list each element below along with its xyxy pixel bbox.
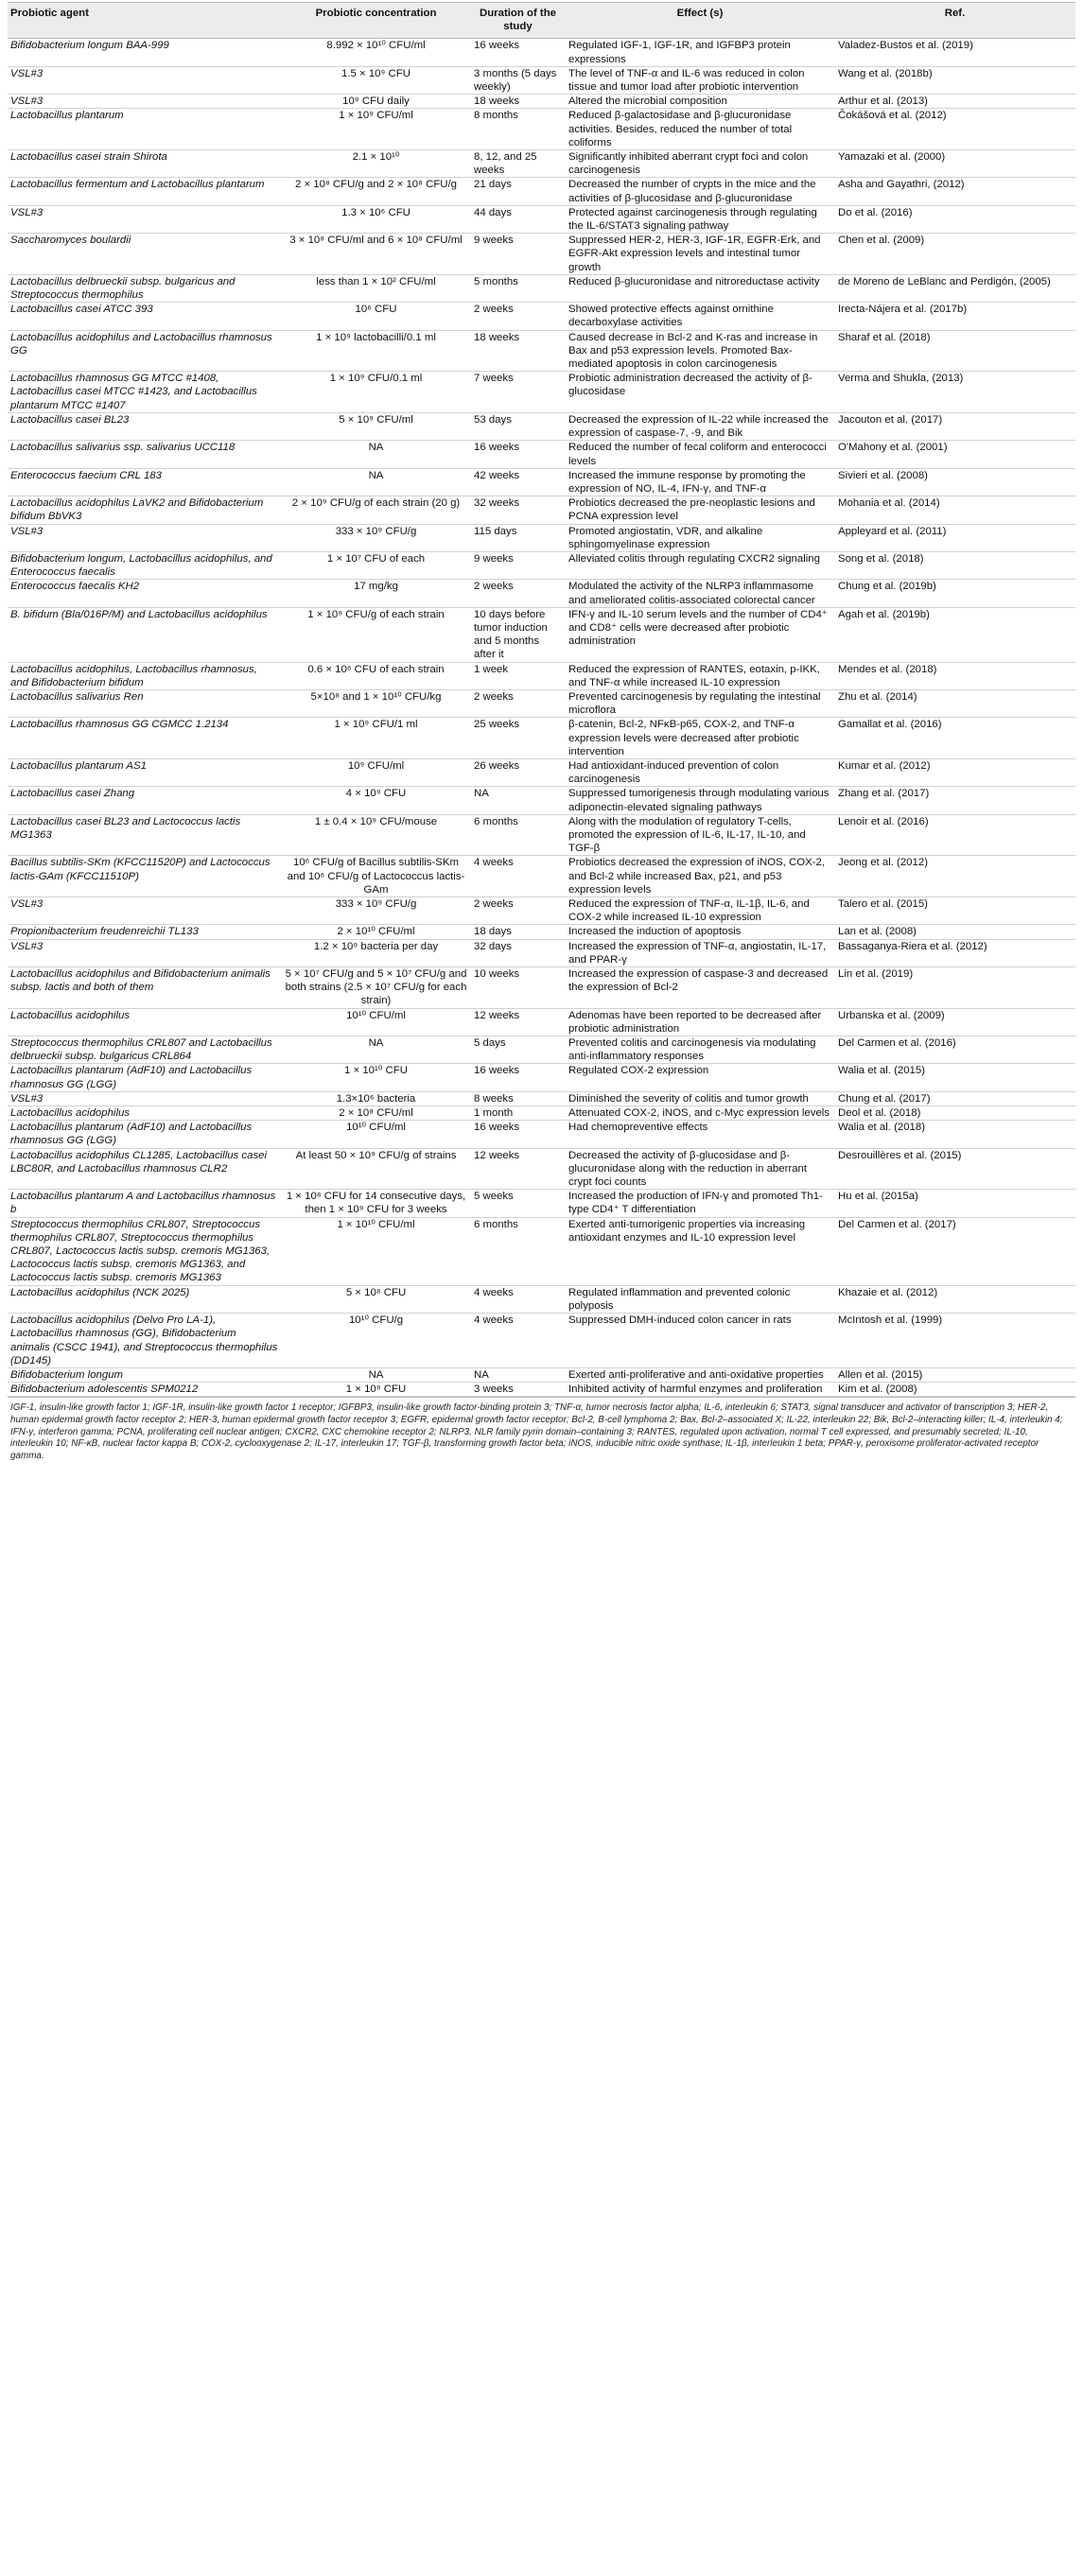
table-row — [8, 1217, 1075, 1285]
cell-ref: Sharaf et al. (2018) — [838, 331, 931, 343]
cell-effect: Reduced the number of fecal coliform and enterococci levels — [568, 442, 827, 467]
cell-ref: Wang et al. (2018b) — [838, 67, 933, 79]
cell-agent: Lactobacillus acidophilus and Bifidobacterium animalis subsp. lactis and both of them — [10, 968, 271, 994]
cell-concentration: 4 × 10⁹ CFU — [345, 788, 407, 800]
cell-effect: Diminished the severity of colitis and tumor growth — [568, 1092, 809, 1105]
cell-concentration: 8.992 × 10¹⁰ CFU/ml — [326, 40, 426, 52]
cell-agent: VSL#3 — [10, 1092, 44, 1105]
cell-ref: Walia et al. (2018) — [838, 1122, 926, 1134]
cell-effect: Reduced β-galactosidase and β-glucuronidase activities. Besides, reduced the number of total coliforms — [568, 110, 793, 148]
cell-effect: Significantly inhibited aberrant crypt foci and colon carcinogenesis — [568, 151, 809, 177]
cell-agent: Lactobacillus rhamnosus GG CGMCC 1.2134 — [10, 719, 229, 731]
cell-agent: Saccharomyces boulardii — [10, 235, 131, 247]
cell-agent: Enterococcus faecalis KH2 — [10, 581, 140, 593]
cell-duration: 42 weeks — [474, 469, 520, 481]
cell-concentration: 10¹⁰ CFU/ml — [346, 1009, 406, 1021]
cell-duration: 115 days — [474, 525, 517, 537]
table-footnote: IGF-1, insulin-like growth factor 1; IGF-1R, insulin-like growth factor 1 receptor; IGFBP3, insulin-like growth factor-binding protein 3; TNF-α, tumor necrosis factor alpha; IL-6, interleukin 6; STAT3, signal transducer and activator of transcription 3; HER-2, human epidermal growth factor receptor 2; HER-3, human epidermal growth factor receptor 3; EGFR, epidermal growth factor receptor; Bcl-2, B-cell lymphoma 2; Bax, Bcl-2–associated X; IL-22, interleukin 22; Bik, Bcl-2–interacting killer; IL-4, interleukin 4; IFN-γ, interferon gamma; PCNA, proliferating cell nuclear antigen; CXCR2, CXC chemokine receptor 2; NLRP3, NLR family pyrin domain–containing 3; RANTES, regulated upon activation, normal T cell expressed, and presumably secreted; IL-10, interleukin 10; NF-κB, nuclear factor kappa B; COX-2, cyclooxygenase 2; IL-17, interleukin 17; TGF-β, transforming growth factor beta; iNOS, inducible nitric oxide synthase; IL-1β, interleukin 1 beta; PPAR-γ, peroxisome proliferator-activated receptor gamma. — [8, 1397, 1075, 1462]
cell-duration: 21 days — [474, 179, 512, 191]
cell-duration: 10 weeks — [474, 968, 520, 981]
table-row — [8, 178, 1075, 205]
cell-duration: 2 weeks — [474, 581, 514, 593]
cell-concentration: NA — [368, 442, 384, 454]
cell-agent: Lactobacillus salivarius Ren — [10, 690, 144, 703]
cell-concentration: 5 × 10⁹ CFU/ml — [339, 413, 413, 426]
cell-ref: Allen et al. (2015) — [838, 1368, 923, 1381]
cell-concentration: 1.5 × 10⁹ CFU — [341, 67, 410, 79]
cell-effect: Reduced the expression of RANTES, eotaxin, p-IKK, and TNF-α while increased IL-10 expression — [568, 663, 820, 688]
table-row — [8, 607, 1075, 662]
cell-effect: Decreased the activity of β-glucosidase and β-glucuronidase along with the reduction in aberrant crypt foci counts — [568, 1149, 808, 1189]
cell-duration: 9 weeks — [474, 552, 514, 565]
cell-effect: Increased the immune response by promoting the expression of NO, IL-4, IFN-γ, and TNF-α — [568, 469, 806, 495]
cell-duration: 4 weeks — [474, 857, 514, 869]
cell-agent: Bifidobacterium longum, Lactobacillus acidophilus, and Enterococcus faecalis — [10, 552, 272, 579]
cell-concentration: 1 × 10⁸ CFU for 14 consecutive days, then 1 × 10⁹ CFU for 3 weeks — [286, 1191, 466, 1216]
cell-duration: 53 days — [474, 413, 512, 426]
cell-agent: B. bifidum (Bla/016P/M) and Lactobacillus acidophilus — [10, 608, 268, 620]
table-row — [8, 39, 1075, 66]
cell-concentration: 5×10⁸ and 1 × 10¹⁰ CFU/kg — [310, 690, 442, 703]
table-row — [8, 330, 1075, 372]
header-effect: Effect (s) — [676, 8, 724, 19]
table-row — [8, 1121, 1075, 1148]
cell-effect: Reduced the expression of TNF-α, IL-1β, IL-6, and COX-2 while increased IL-10 expression — [568, 898, 810, 924]
cell-effect: Reduced β-glucuronidase and nitroreductase activity — [568, 275, 820, 287]
cell-ref: Khazaie et al. (2012) — [838, 1286, 938, 1298]
cell-ref: Song et al. (2018) — [838, 552, 924, 565]
table-row — [8, 1314, 1075, 1368]
cell-agent: Lactobacillus acidophilus — [10, 1107, 131, 1120]
table-row — [8, 372, 1075, 413]
cell-duration: 16 weeks — [474, 442, 520, 454]
cell-agent: Lactobacillus casei Zhang — [10, 788, 135, 800]
cell-concentration: 1.2 × 10⁹ bacteria per day — [313, 940, 439, 952]
cell-ref: O'Mahony et al. (2001) — [838, 442, 948, 454]
cell-concentration: NA — [368, 469, 384, 481]
table-row — [8, 496, 1075, 524]
cell-agent: Enterococcus faecium CRL 183 — [10, 469, 162, 481]
cell-concentration: 2 × 10⁹ CFU/g of each strain (20 g) — [291, 497, 461, 510]
cell-ref: Asha and Gayathri, (2012) — [838, 179, 965, 191]
cell-ref: Chung et al. (2019b) — [838, 581, 936, 593]
cell-concentration: 10⁶ CFU — [355, 304, 397, 316]
cell-ref: Chen et al. (2009) — [838, 235, 925, 247]
table-row — [8, 150, 1075, 178]
cell-concentration: 1 × 10⁹ CFU/1 ml — [334, 719, 418, 731]
cell-effect: Regulated IGF-1, IGF-1R, and IGFBP3 protein expressions — [568, 40, 791, 65]
cell-ref: Jacouton et al. (2017) — [838, 413, 943, 426]
cell-duration: 3 months (5 days weekly) — [474, 67, 557, 94]
cell-duration: 26 weeks — [474, 759, 520, 772]
cell-duration: 1 month — [474, 1107, 514, 1120]
cell-effect: Decreased the expression of IL-22 while increased the expression of caspase-7, -9, and Bik — [568, 413, 829, 440]
cell-effect: Probiotics decreased the expression of iNOS, COX-2, and Bcl-2 while increased Bax, p21, and p53 expression levels — [568, 857, 825, 896]
table-row — [8, 814, 1075, 856]
cell-concentration: 0.6 × 10⁶ CFU of each strain — [307, 663, 445, 675]
cell-concentration: 2 × 10⁸ CFU/ml — [339, 1107, 413, 1120]
cell-effect: Promoted angiostatin, VDR, and alkaline sphingomyelinase expression — [568, 525, 763, 550]
cell-effect: Regulated COX-2 expression — [568, 1065, 709, 1077]
cell-duration: NA — [474, 1368, 489, 1381]
cell-ref: Lenoir et al. (2016) — [838, 815, 929, 827]
cell-effect: β-catenin, Bcl-2, NFκB-p65, COX-2, and TNF-α expression levels were decreased after probiotic intervention — [568, 719, 799, 757]
table-row — [8, 689, 1075, 717]
cell-ref: Arthur et al. (2013) — [838, 96, 928, 108]
probiotics-table — [8, 2, 1075, 1397]
cell-concentration: 2 × 10⁸ CFU/g and 2 × 10⁸ CFU/g — [294, 179, 458, 191]
cell-duration: 32 days — [474, 940, 512, 952]
cell-duration: 7 weeks — [474, 373, 514, 385]
cell-effect: Increased the expression of caspase-3 and decreased the expression of Bcl-2 — [568, 968, 829, 994]
table-row — [8, 856, 1075, 897]
cell-duration: 6 months — [474, 1218, 518, 1230]
cell-duration: 16 weeks — [474, 40, 520, 52]
table-row — [8, 109, 1075, 150]
table-row — [8, 234, 1075, 275]
cell-ref: Walia et al. (2015) — [838, 1065, 926, 1077]
cell-effect: Exerted anti-tumorigenic properties via increasing antioxidant enzymes and IL-10 expression level — [568, 1218, 806, 1244]
table-row — [8, 468, 1075, 496]
cell-effect: Attenuated COX-2, iNOS, and c-Myc expression levels — [568, 1107, 830, 1120]
cell-concentration: 10⁹ CFU/ml — [347, 759, 405, 772]
table-row — [8, 897, 1075, 925]
cell-duration: 10 days before tumor induction and 5 months after it — [474, 608, 548, 661]
cell-agent: Lactobacillus casei BL23 and Lactococcus lactis MG1363 — [10, 815, 241, 841]
cell-concentration: 17 mg/kg — [354, 581, 398, 593]
cell-ref: Bassaganya-Riera et al. (2012) — [838, 940, 987, 952]
table-row — [8, 1190, 1075, 1217]
table-row — [8, 412, 1075, 440]
cell-concentration: 5 × 10⁸ CFU — [345, 1286, 407, 1298]
cell-effect: Showed protective effects against ornithine decarboxylase activities — [568, 304, 774, 329]
cell-agent: Lactobacillus acidophilus CL1285, Lactobacillus casei LBC80R, and Lactobacillus rhamnosus CLR2 — [10, 1149, 268, 1175]
cell-agent: Lactobacillus acidophilus (Delvo Pro LA-1), Lactobacillus rhamnosus (GG), Bifidobacterium animalis (CSCC 1941), and Streptococcus thermophilus (DD145) — [10, 1314, 278, 1366]
cell-agent: VSL#3 — [10, 206, 44, 218]
cell-effect: Increased the production of IFN-γ and promoted Th1-type CD4⁺ T differentiation — [568, 1191, 823, 1216]
header-ref: Ref. — [944, 8, 966, 19]
table-row — [8, 274, 1075, 302]
cell-ref: Kim et al. (2008) — [838, 1384, 917, 1396]
cell-ref: Urbanska et al. (2009) — [838, 1009, 945, 1021]
cell-concentration: 2.1 × 10¹⁰ — [352, 151, 400, 164]
table-row — [8, 939, 1075, 966]
table-header-row — [8, 3, 1075, 39]
table-row — [8, 925, 1075, 939]
cell-effect: Decreased the number of crypts in the mice and the activities of β-glucosidase and β-glucuronidase — [568, 179, 816, 204]
cell-agent: Lactobacillus acidophilus and Lactobacillus rhamnosus GG — [10, 331, 272, 357]
table-row — [8, 524, 1075, 551]
table-row — [8, 787, 1075, 814]
cell-duration: 18 weeks — [474, 96, 520, 108]
cell-effect: Increased the expression of TNF-α, angiostatin, IL-17, and PPAR-γ — [568, 940, 827, 966]
cell-duration: 5 days — [474, 1037, 506, 1050]
cell-concentration: 1.3 × 10⁶ CFU — [341, 206, 410, 218]
cell-effect: Increased the induction of apoptosis — [568, 926, 742, 938]
cell-agent: Lactobacillus acidophilus LaVK2 and Bifidobacterium bifidum BbVK3 — [10, 497, 264, 523]
cell-concentration: 2 × 10¹⁰ CFU/ml — [337, 926, 415, 938]
table-row — [8, 1064, 1075, 1091]
cell-ref: Deol et al. (2018) — [838, 1107, 921, 1120]
cell-concentration: 333 × 10⁹ CFU/g — [335, 898, 417, 910]
cell-concentration: 1 × 10⁹ lactobacilli/0.1 ml — [316, 331, 436, 343]
cell-concentration: 1 × 10⁹ CFU/g of each strain — [307, 608, 445, 620]
cell-concentration: less than 1 × 10² CFU/ml — [316, 275, 436, 287]
cell-effect: Suppressed tumorigenesis through modulating various adiponectin-elevated signaling pathways — [568, 788, 830, 813]
cell-ref: Zhang et al. (2017) — [838, 788, 930, 800]
cell-agent: Lactobacillus rhamnosus GG MTCC #1408, Lactobacillus casei MTCC #1423, and Lactobacillus plantarum MTCC #1407 — [10, 373, 257, 411]
cell-effect: IFN-γ and IL-10 serum levels and the number of CD4⁺ and CD8⁺ cells were decreased after probiotic administration — [568, 608, 828, 648]
cell-concentration: 10¹⁰ CFU/g — [348, 1314, 404, 1327]
cell-effect: Alleviated colitis through regulating CXCR2 signaling — [568, 552, 820, 565]
cell-concentration: 10⁶ CFU/g of Bacillus subtilis-SKm and 10⁶ CFU/g of Lactococcus lactis-GAm — [287, 857, 465, 896]
cell-ref: Mendes et al. (2018) — [838, 663, 937, 675]
table-row — [8, 1008, 1075, 1036]
cell-concentration: 1 × 10¹⁰ CFU/ml — [337, 1218, 415, 1230]
cell-duration: 16 weeks — [474, 1122, 520, 1134]
cell-duration: 2 weeks — [474, 304, 514, 316]
cell-duration: 5 weeks — [474, 1191, 514, 1203]
cell-effect: Probiotics decreased the pre-neoplastic lesions and PCNA expression level — [568, 497, 815, 523]
cell-ref: Do et al. (2016) — [838, 206, 913, 218]
cell-effect: Protected against carcinogenesis through regulating the IL-6/STAT3 signaling pathway — [568, 206, 817, 233]
cell-agent: Lactobacillus acidophilus (NCK 2025) — [10, 1286, 190, 1298]
cell-concentration: 1.3×10⁶ bacteria — [336, 1092, 416, 1105]
cell-concentration: 1 ± 0.4 × 10⁹ CFU/mouse — [314, 815, 438, 827]
cell-duration: 8, 12, and 25 weeks — [474, 151, 537, 177]
cell-duration: 8 weeks — [474, 1092, 514, 1105]
cell-duration: NA — [474, 788, 489, 800]
cell-duration: 16 weeks — [474, 1065, 520, 1077]
cell-effect: Prevented colitis and carcinogenesis via modulating anti-inflammatory responses — [568, 1037, 816, 1063]
cell-duration: 1 week — [474, 663, 509, 675]
table-row — [8, 1367, 1075, 1382]
cell-effect: Suppressed DMH-induced colon cancer in rats — [568, 1314, 792, 1327]
cell-effect: Suppressed HER-2, HER-3, IGF-1R, EGFR-Erk, and EGFR-Akt expression levels and intestinal tumor growth — [568, 235, 821, 273]
cell-agent: Lactobacillus casei ATCC 393 — [10, 304, 153, 316]
table-row — [8, 66, 1075, 94]
table-row — [8, 441, 1075, 468]
cell-concentration: NA — [368, 1037, 384, 1050]
cell-agent: VSL#3 — [10, 940, 44, 952]
table-row — [8, 1148, 1075, 1190]
cell-duration: 18 weeks — [474, 331, 520, 343]
table-row — [8, 1106, 1075, 1121]
table-row — [8, 580, 1075, 607]
table-row — [8, 662, 1075, 689]
cell-duration: 4 weeks — [474, 1286, 514, 1298]
cell-agent: VSL#3 — [10, 96, 44, 108]
cell-agent: Propionibacterium freudenreichii TL133 — [10, 926, 199, 938]
cell-agent: Bifidobacterium longum BAA-999 — [10, 40, 169, 52]
cell-concentration: 1 × 10⁷ CFU of each — [326, 552, 426, 565]
cell-concentration: 333 × 10⁹ CFU/g — [335, 525, 417, 537]
cell-duration: 5 months — [474, 275, 518, 287]
cell-agent: Lactobacillus salivarius ssp. salivarius UCC118 — [10, 442, 236, 454]
cell-ref: Appleyard et al. (2011) — [838, 525, 947, 537]
cell-duration: 9 weeks — [474, 235, 514, 247]
cell-duration: 2 weeks — [474, 690, 514, 703]
cell-duration: 44 days — [474, 206, 512, 218]
table-row — [8, 967, 1075, 1009]
cell-effect: Regulated inflammation and prevented colonic polyposis — [568, 1286, 791, 1312]
cell-ref: Irecta-Nájera et al. (2017b) — [838, 304, 968, 316]
cell-agent: Lactobacillus delbrueckii subsp. bulgaricus and Streptococcus thermophilus — [10, 275, 236, 302]
cell-agent: Lactobacillus plantarum A and Lactobacillus rhamnosus b — [10, 1191, 276, 1216]
cell-duration: 25 weeks — [474, 719, 520, 731]
table-row — [8, 1383, 1075, 1397]
table-row — [8, 303, 1075, 330]
cell-concentration: NA — [368, 1368, 384, 1381]
table-row — [8, 205, 1075, 233]
cell-ref: Lan et al. (2008) — [838, 926, 917, 938]
cell-ref: Čokášová et al. (2012) — [838, 110, 947, 122]
cell-duration: 6 months — [474, 815, 518, 827]
cell-duration: 4 weeks — [474, 1314, 514, 1327]
table-row — [8, 1036, 1075, 1064]
cell-ref: Valadez-Bustos et al. (2019) — [838, 40, 973, 52]
table-row — [8, 1091, 1075, 1105]
cell-ref: Hu et al. (2015a) — [838, 1191, 918, 1203]
cell-effect: Adenomas have been reported to be decreased after probiotic administration — [568, 1009, 822, 1035]
cell-agent: Lactobacillus acidophilus — [10, 1009, 131, 1021]
cell-concentration: 1 × 10¹⁰ CFU — [344, 1065, 408, 1077]
cell-agent: Lactobacillus fermentum and Lactobacillus plantarum — [10, 179, 265, 191]
header-duration: Duration of the study — [480, 8, 556, 33]
cell-concentration: 3 × 10⁸ CFU/ml and 6 × 10⁸ CFU/ml — [289, 235, 463, 247]
cell-ref: Mohania et al. (2014) — [838, 497, 940, 510]
cell-agent: Lactobacillus plantarum — [10, 110, 124, 122]
cell-ref: Talero et al. (2015) — [838, 898, 928, 910]
cell-agent: Streptococcus thermophilus CRL807, Streptococcus thermophilus CRL807, Streptococcus thermophilus CRL807, Lactococcus lactis subsp. cremoris MG1363, Lactococcus lactis subsp. cremoris MG1363, and Lactococcus lactis subsp. cremoris MG1363 — [10, 1218, 271, 1284]
cell-effect: Altered the microbial composition — [568, 96, 727, 108]
table-row — [8, 551, 1075, 579]
cell-agent: VSL#3 — [10, 525, 44, 537]
cell-duration: 2 weeks — [474, 898, 514, 910]
cell-duration: 18 days — [474, 926, 512, 938]
header-agent: Probiotic agent — [10, 8, 89, 19]
cell-ref: Agah et al. (2019b) — [838, 608, 930, 620]
cell-agent: Lactobacillus casei strain Shirota — [10, 151, 167, 164]
cell-duration: 12 weeks — [474, 1009, 520, 1021]
cell-concentration: 10⁹ CFU daily — [342, 96, 410, 108]
table-body — [8, 39, 1075, 1397]
cell-agent: Lactobacillus casei BL23 — [10, 413, 130, 426]
cell-duration: 32 weeks — [474, 497, 520, 510]
cell-effect: Exerted anti-proliferative and anti-oxidative properties — [568, 1368, 824, 1381]
cell-duration: 12 weeks — [474, 1149, 520, 1161]
header-concentration: Probiotic concentration — [315, 8, 437, 19]
cell-concentration: At least 50 × 10⁹ CFU/g of strains — [295, 1149, 457, 1161]
cell-ref: Zhu et al. (2014) — [838, 690, 917, 703]
cell-concentration: 10¹⁰ CFU/ml — [346, 1122, 406, 1134]
cell-effect: Probiotic administration decreased the activity of β-glucosidase — [568, 373, 812, 398]
cell-concentration: 5 × 10⁷ CFU/g and 5 × 10⁷ CFU/g and both strains (2.5 × 10⁷ CFU/g for each strain) — [285, 968, 467, 1007]
cell-effect: The level of TNF-α and IL-6 was reduced in colon tissue and tumor load after probiotic intervention — [568, 67, 805, 94]
cell-ref: Gamallat et al. (2016) — [838, 719, 942, 731]
cell-duration: 8 months — [474, 110, 518, 122]
cell-effect: Prevented carcinogenesis by regulating the intestinal microflora — [568, 690, 821, 717]
table-row — [8, 95, 1075, 109]
cell-duration: 3 weeks — [474, 1384, 514, 1396]
cell-agent: Lactobacillus plantarum AS1 — [10, 759, 147, 772]
cell-agent: Bifidobacterium longum — [10, 1368, 124, 1381]
cell-ref: Verma and Shukla, (2013) — [838, 373, 964, 385]
cell-effect: Inhibited activity of harmful enzymes and proliferation — [568, 1384, 823, 1396]
cell-ref: Jeong et al. (2012) — [838, 857, 928, 869]
table-row — [8, 758, 1075, 786]
cell-ref: Yamazaki et al. (2000) — [838, 151, 946, 164]
table-row — [8, 718, 1075, 759]
cell-agent: VSL#3 — [10, 898, 44, 910]
table-row — [8, 1285, 1075, 1313]
cell-agent: Streptococcus thermophilus CRL807 and Lactobacillus delbrueckii subsp. bulgaricus CRL864 — [10, 1037, 272, 1063]
cell-agent: Lactobacillus plantarum (AdF10) and Lactobacillus rhamnosus GG (LGG) — [10, 1065, 253, 1090]
cell-ref: McIntosh et al. (1999) — [838, 1314, 943, 1327]
cell-effect: Had antioxidant-induced prevention of colon carcinogenesis — [568, 759, 779, 786]
cell-concentration: 1 × 10⁹ CFU/0.1 ml — [329, 373, 423, 385]
cell-concentration: 1 × 10⁹ CFU/ml — [339, 110, 413, 122]
cell-agent: VSL#3 — [10, 67, 44, 79]
cell-effect: Had chemopreventive effects — [568, 1122, 708, 1134]
cell-ref: Desrouillères et al. (2015) — [838, 1149, 962, 1161]
cell-ref: Lin et al. (2019) — [838, 968, 914, 981]
cell-concentration: 1 × 10⁹ CFU — [345, 1384, 407, 1396]
cell-ref: Chung et al. (2017) — [838, 1092, 931, 1105]
cell-effect: Caused decrease in Bcl-2 and K-ras and increase in Bax and p53 expression levels. Promoted Bax-mediated apoptosis in colon carcinogenesis — [568, 331, 818, 371]
cell-agent: Lactobacillus acidophilus, Lactobacillus rhamnosus, and Bifidobacterium bifidum — [10, 663, 257, 688]
cell-ref: Del Carmen et al. (2016) — [838, 1037, 956, 1050]
cell-agent: Bifidobacterium adolescentis SPM0212 — [10, 1384, 199, 1396]
cell-effect: Modulated the activity of the NLRP3 inflammasome and ameliorated colitis-associated colorectal cancer — [568, 581, 815, 606]
cell-agent: Bacillus subtilis-SKm (KFCC11520P) and Lactococcus lactis-GAm (KFCC11510P) — [10, 857, 271, 882]
cell-effect: Along with the modulation of regulatory T-cells, promoted the expression of IL-6, IL-17, IL-10, and TGF-β — [568, 815, 806, 855]
cell-ref: Sivieri et al. (2008) — [838, 469, 928, 481]
cell-ref: Kumar et al. (2012) — [838, 759, 931, 772]
cell-ref: de Moreno de LeBlanc and Perdigón, (2005) — [838, 275, 1051, 287]
cell-ref: Del Carmen et al. (2017) — [838, 1218, 956, 1230]
cell-agent: Lactobacillus plantarum (AdF10) and Lactobacillus rhamnosus GG (LGG) — [10, 1122, 253, 1147]
